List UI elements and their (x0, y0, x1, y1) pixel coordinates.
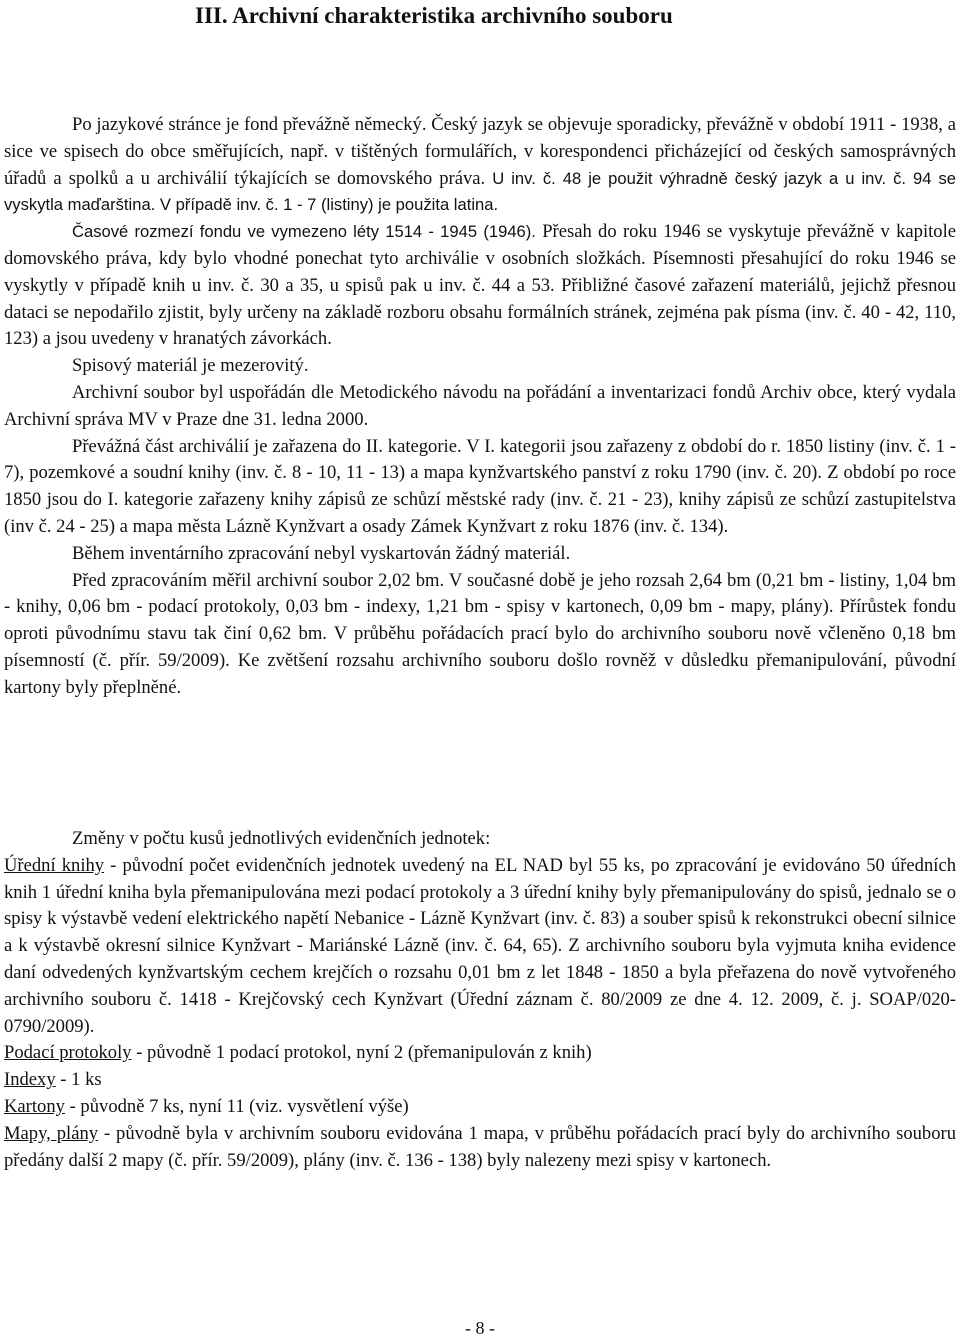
paragraph-extent: Před zpracováním měřil archivní soubor 2,02 bm. V současné době je jeho rozsah 2,64 bm (0,21 bm - listiny, 1,04 bm - knihy, 0,06 bm - podací protokoly, 0,03 bm - indexy, 1,21 bm - spisy v kartonech, 0,09 bm - mapy, plány). Přírůstek fondu oproti původnímu stavu tak činí 0,62 bm. V průběhu pořádacích prací bylo do archivního souboru nově včleněno 0,18 bm písemností (č. přír. 59/2009). Ke zvětšení rozsahu archivního souboru došlo rovněž v důsledku přemanipulování, původní kartony byly přeplněné. (4, 569, 956, 698)
unit-registry-protocols (4, 1040, 956, 1067)
unit-maps-plans (4, 1121, 956, 1175)
unit-indexes (4, 1067, 956, 1094)
time-range-text-sans: Časové rozmezí fondu ve vymezeno léty 1514 - 1945 (1946). (72, 222, 536, 242)
paragraph-categories: Převážná část archiválií je zařazena do II. kategorie. V I. kategorii jsou zařazeny z období do r. 1850 listiny (inv. č. 1 - 7), pozemkové a soudní knihy (inv. č. 8 - 10, 11 - 13) a mapa kynžvartského panství z roku 1790 (inv. č. 20). Z období po roce 1850 jsou do I. kategorie zařazeny knihy zápisů ze schůzí městské rady (inv. č. 21 - 23), knihy zápisů ze schůzí zastupitelstva (inv č. 24 - 25) a mapa města Lázně Kynžvart a osady Zámek Kynžvart z roku 1876 (inv. č. 134). (4, 435, 956, 537)
page-title: III. Archivní charakteristika archivního souboru (195, 3, 673, 28)
unit-text: - původně 1 podací protokol, nyní 2 (přemanipulován z knih) (131, 1042, 592, 1064)
page-number: - 8 - (465, 1318, 495, 1338)
unit-label: Kartony (4, 1095, 65, 1117)
body-text-top (4, 112, 956, 702)
language-text-sans: U inv. č. 48 je použit výhradně český jazyk a u inv. č. 94 se vyskytla maďarština. V případě inv. č. 1 - 7 (listiny) je použita latina. (4, 168, 956, 215)
paragraph-gaps: Spisový materiál je mezerovitý. (72, 355, 309, 377)
unit-official-books (4, 853, 956, 1041)
unit-label: Úřední knihy (4, 854, 105, 876)
paragraph-time-range (4, 219, 956, 353)
time-range-text: Přesah do roku 1946 se vyskytuje převážně v kapitole domovského práva, kdy bylo vhodné ponechat tyto archiválie v osobních složkách. Písemnosti přesahující do roku 1946 se vyskytly v případě knih u inv. č. 30 a 35, u spisů pak u inv. č. 44 a 53. Přibližné časové zařazení materiálů, jejichž přesnou dataci se nepodařilo zjistit, byly určeny na základě rozboru obsahu formálních stránek, zejména pak písma (inv. č. 40 - 42, 110, 123) a jsou uvedeny v hranatých závorkách. (4, 221, 956, 350)
body-text-changes (4, 826, 956, 1174)
unit-text: - původně 7 ks, nyní 11 (viz. vysvětlení výše) (64, 1095, 409, 1117)
unit-text: - původně byla v archivním souboru evidována 1 mapa, v průběhu pořádacích prací byly do archivního souboru předány další 2 mapy (č. přír. 59/2009), plány (inv. č. 136 - 138) byly nalezeny mezi spisy v kartonech. (4, 1122, 956, 1171)
unit-label: Indexy (4, 1069, 56, 1091)
unit-text: - 1 ks (55, 1069, 102, 1091)
unit-label: Podací protokoly (4, 1042, 132, 1064)
paragraph-arrangement: Archivní soubor byl uspořádán dle Metodického návodu na pořádání a inventarizaci fondů Archiv obce, který vydala Archivní správa MV v Praze dne 31. ledna 2000. (4, 381, 956, 430)
unit-text: - původní počet evidenčních jednotek uvedený na EL NAD byl 55 ks, po zpracování je evidováno 50 úředních knih 1 úřední kniha byla přemanipulována mezi podací protokoly a 3 úřední knihy byly přemanipulovány do spisů, jednalo se o spisy k výstavbě vedení elektrického napětí Nebanice - Lázně Kynžvart (inv. č. 83) a souber spisů k rekonstrukci obecní silnice a k výstavbě okresní silnice Kynžvart - Mariánské Lázně (inv. č. 64, 65). Z archivního souboru byla vyjmuta kniha evidence daní odvedených kynžvartským cechem krejčích o rozsahu 0,01 bm z let 1848 - 1850 a byla přeřazena do nově vytvořeného archivního souboru č. 1418 - Krejčovský cech Kynžvart (Úřední záznam č. 80/2009 ze dne 4. 12. 2009, č. j. SOAP/020-0790/2009). (4, 854, 956, 1037)
paragraph-discard: Během inventárního zpracování nebyl vyskartován žádný materiál. (72, 542, 571, 564)
unit-label: Mapy, plány (4, 1122, 99, 1144)
changes-intro: Změny v počtu kusů jednotlivých evidenčních jednotek: (72, 828, 491, 849)
unit-cartons (4, 1094, 956, 1121)
paragraph-language (4, 112, 956, 219)
language-text: Po jazykové stránce je fond převážně německý. Český jazyk se objevuje sporadicky, převážně v období 1911 - 1938, a sice ve spisech do obce směřujících, např. v tištěných formulářích, v korespondenci přicházející od českých samosprávných úřadů a spolků a u archiválií týkajících se domovského práva. (4, 114, 956, 189)
